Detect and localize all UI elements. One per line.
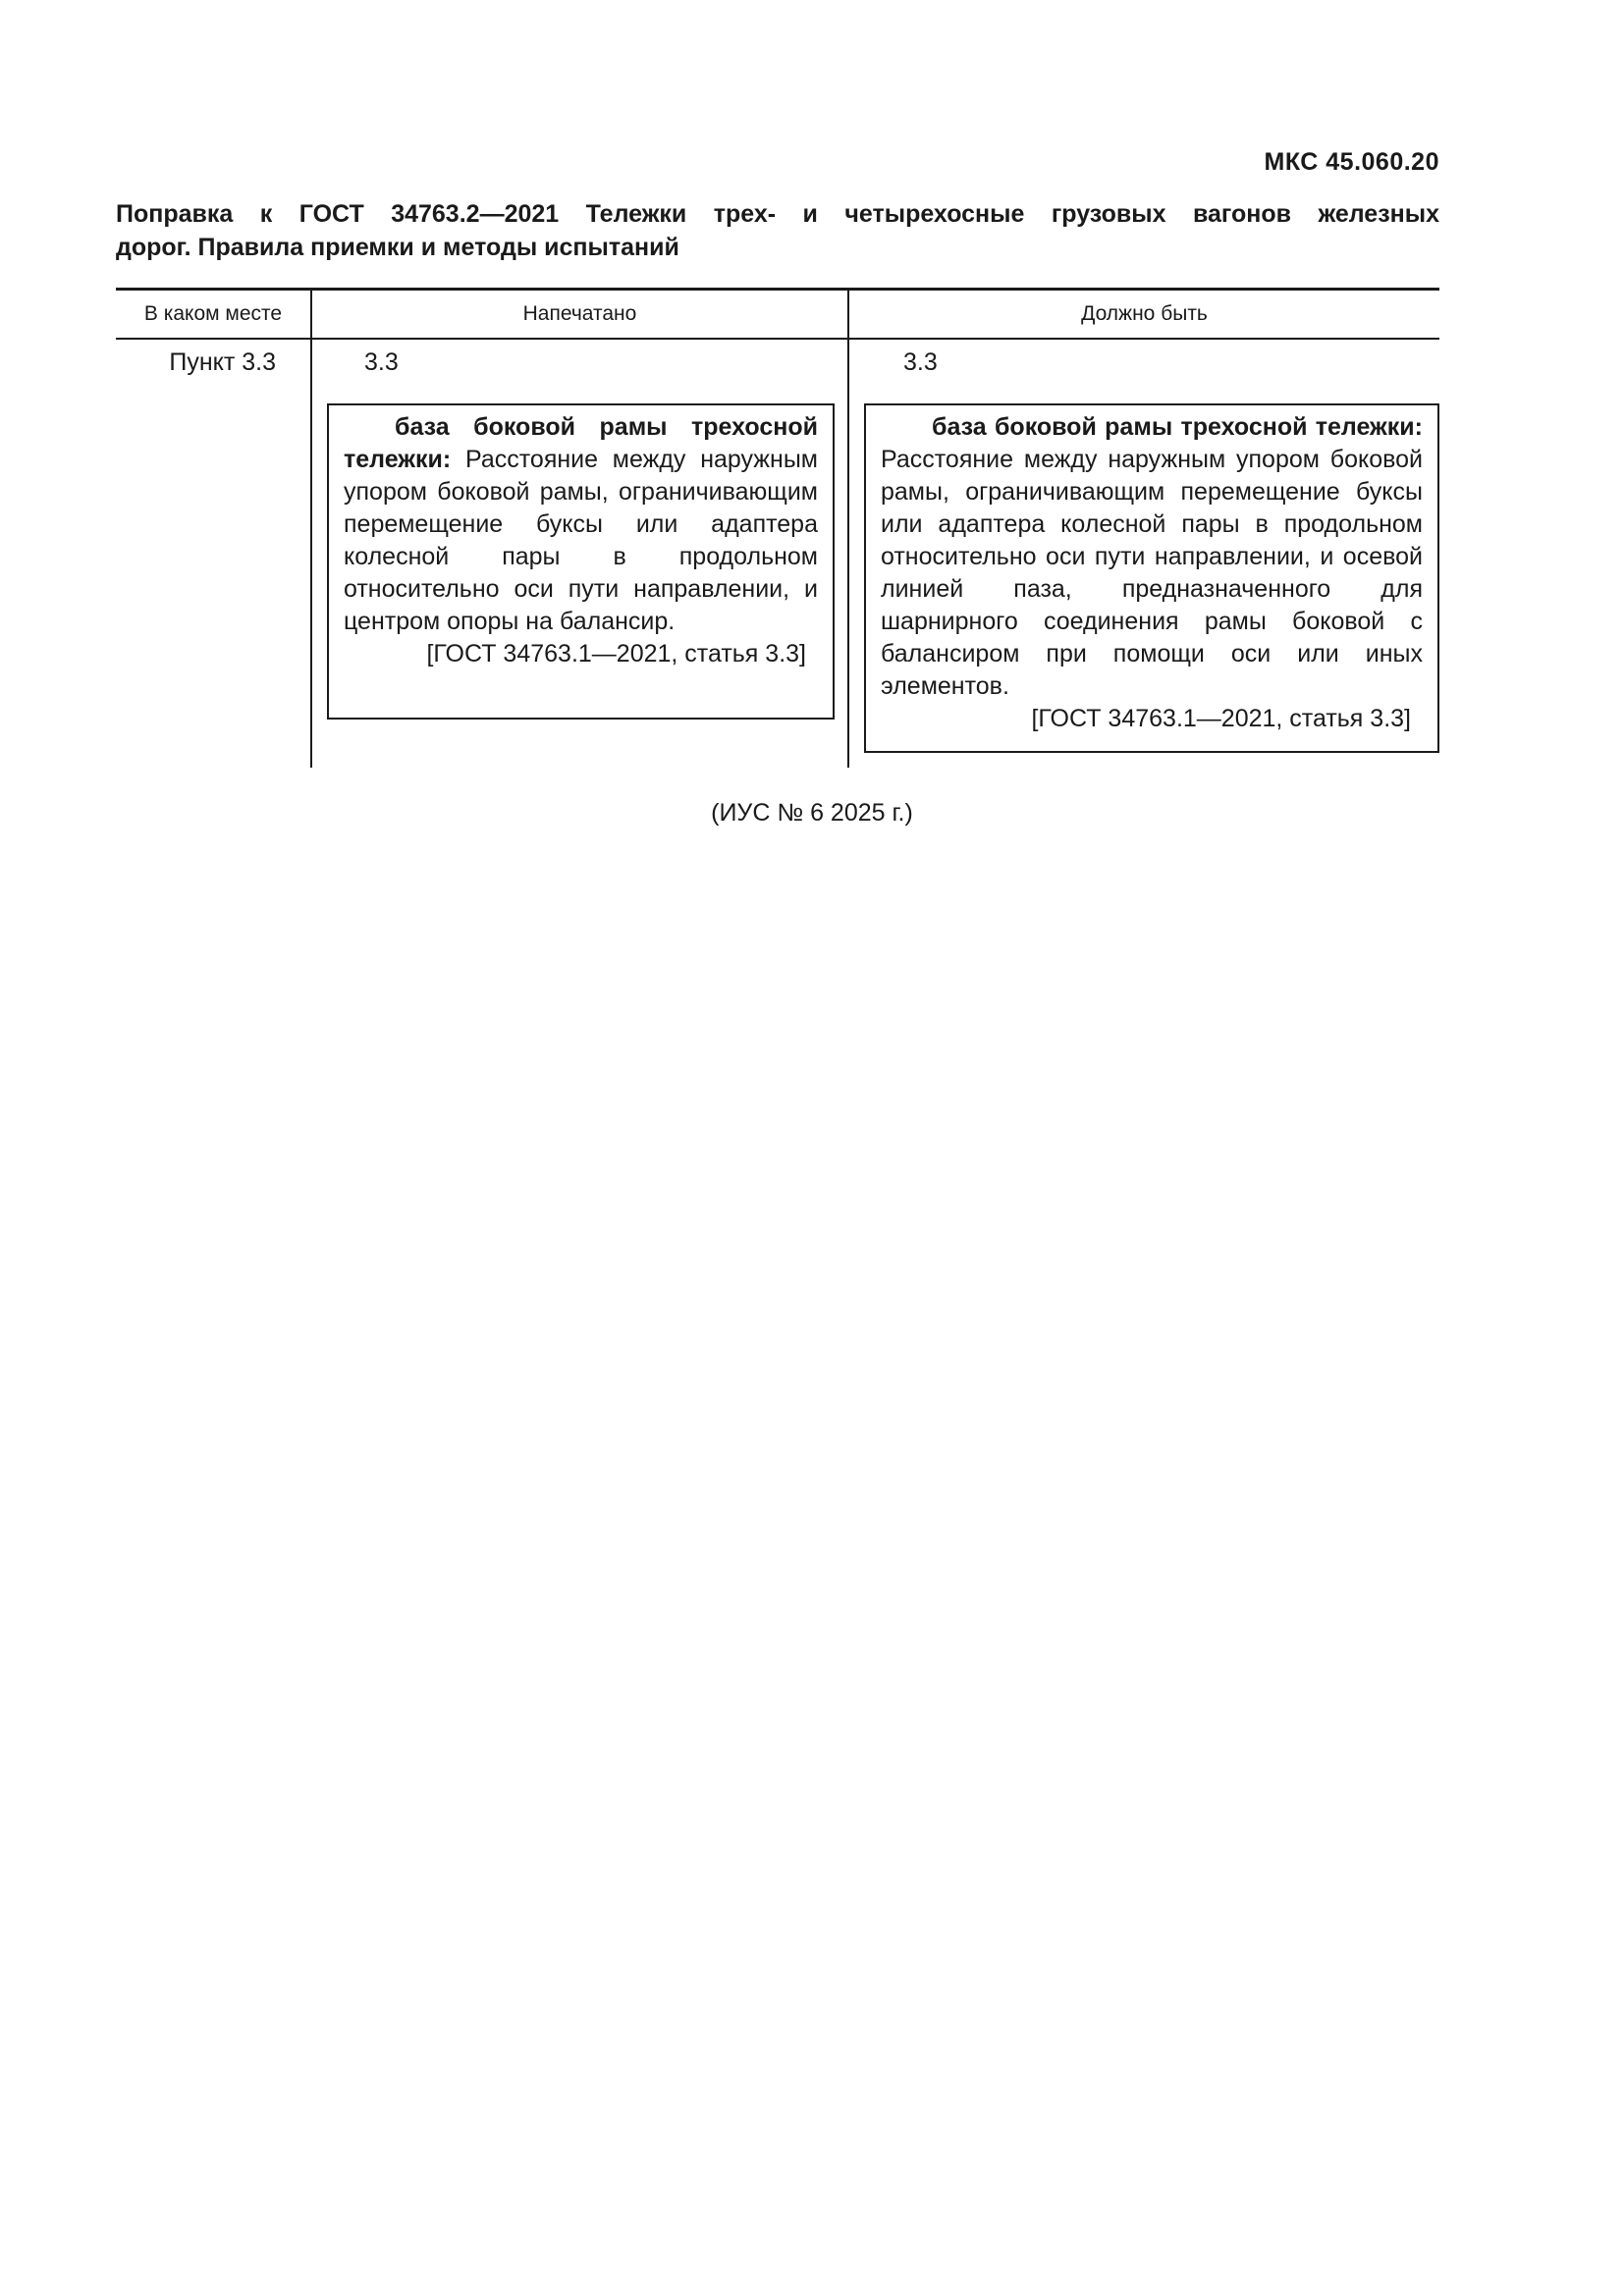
printed-clause-number: 3.3 <box>364 348 399 376</box>
document-title-line-1: Поправка к ГОСТ 34763.2—2021 Тележки трех- и четырехосные грузовых вагонов железных <box>116 200 1439 228</box>
correct-term-box <box>864 403 1439 753</box>
row-place: Пункт 3.3 <box>169 348 276 376</box>
printed-term-box <box>327 403 835 720</box>
column-header-place: В каком месте <box>143 302 283 325</box>
table-header-rule <box>116 338 1439 340</box>
printed-definition <box>344 411 818 638</box>
printed-term: база боковой рамы трехосной тележки: <box>344 413 818 473</box>
column-divider-2 <box>847 291 849 768</box>
printed-source: [ГОСТ 34763.1—2021, статья 3.3] <box>426 640 806 667</box>
correct-source: [ГОСТ 34763.1—2021, статья 3.3] <box>1031 705 1411 732</box>
document-title-line-2: дорог. Правила приемки и методы испытаний <box>116 234 679 261</box>
column-header-printed: Напечатано <box>522 302 637 325</box>
printed-text: Расстояние между наружным упором боковой рамы, ограничивающим перемещение буксы или адаптера колесной пары в продольном относительно оси пути направлении, и центром опоры на балансир. <box>344 446 818 635</box>
correct-text: Расстояние между наружным упором боковой рамы, ограничивающим перемещение буксы или адаптера колесной пары в продольном относительно оси пути направлении, и осевой линией паза, предназначенного для шарнирного соединения рамы боковой с балансиром при помощи оси или иных элементов. <box>881 446 1423 700</box>
column-header-correct: Должно быть <box>1081 302 1208 325</box>
column-divider-1 <box>310 291 312 768</box>
document-title <box>116 197 1439 264</box>
correction-table <box>116 288 1439 769</box>
correct-clause-number: 3.3 <box>903 348 938 376</box>
correct-definition <box>881 411 1423 703</box>
classification-code: МКС 45.060.20 <box>1264 148 1439 176</box>
ius-note: (ИУС № 6 2025 г.) <box>711 799 913 827</box>
correct-term: база боковой рамы трехосной тележки: <box>932 413 1423 441</box>
